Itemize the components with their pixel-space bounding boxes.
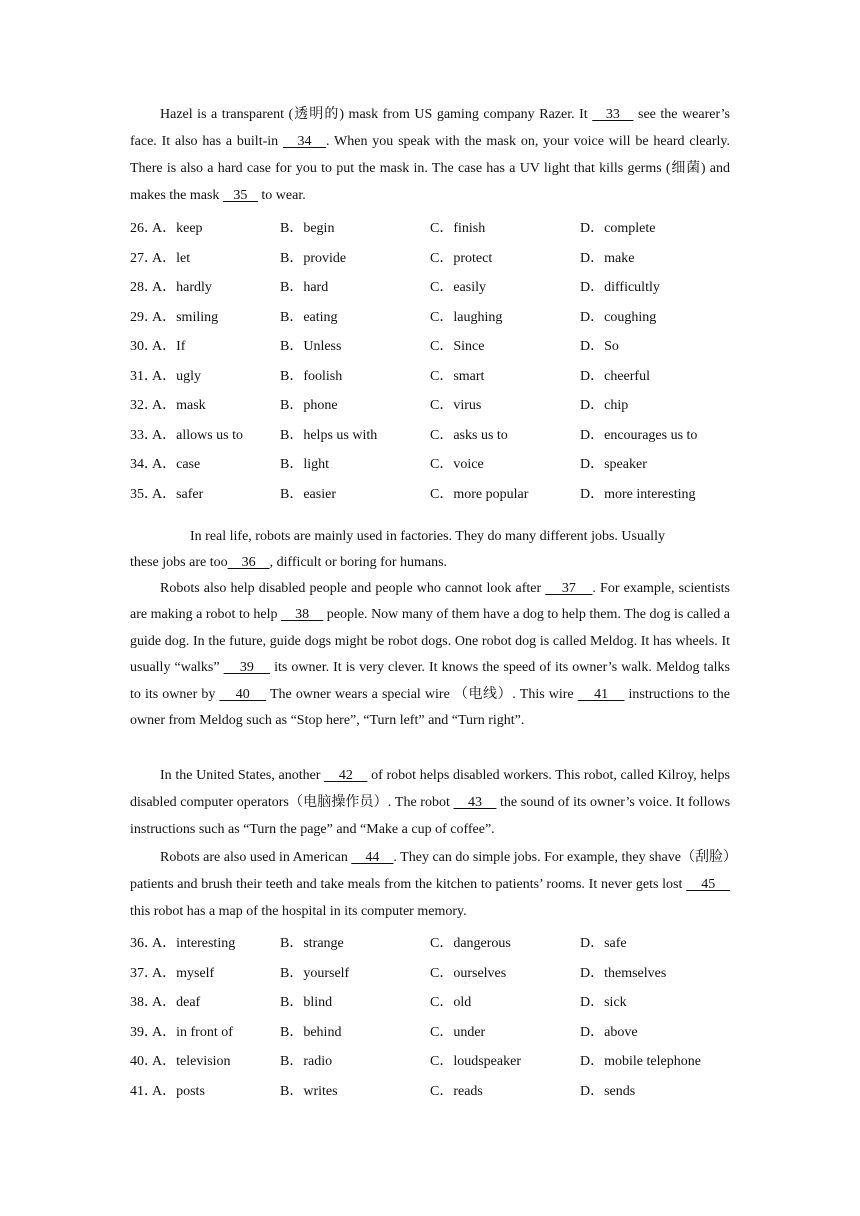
option-c: C．more popular [430,486,529,502]
question-number: 35． [130,486,158,502]
option-d: D．more interesting [580,486,696,502]
passage-text: the sound of its owner’s voice. It follows instructions such as “Turn the page” and “Make a cup of coffee”. [130,795,731,837]
passage-text: . For example, scientists are making a robot to help [130,581,731,623]
question-number: 33． [130,427,158,443]
question-row [130,932,750,962]
option-d: D．cheerful [580,368,650,384]
option-c: C．loudspeaker [430,1054,521,1069]
question-number: 34． [130,457,158,472]
passage-text: instructions to the owner from Meldog such as “Stop here”, “Turn left” and “Turn right”. [130,686,731,729]
option-d: D．complete [580,221,656,236]
blank-37: 37 [545,581,593,596]
question-number: 30． [130,339,158,354]
option-d: D．coughing [580,309,657,325]
option-d: D．encourages us to [580,427,698,443]
option-a: A．let [152,250,191,266]
passage-text: to wear. [257,188,306,203]
option-a: A．in front of [152,1024,233,1040]
option-b: B．helps us with [280,427,378,443]
option-b: B．light [280,457,330,472]
option-c: C．virus [430,398,482,413]
option-b: B．phone [280,398,338,413]
option-a: A．mask [152,398,206,413]
passage-text: , difficult or boring for humans. [269,555,448,570]
option-c: C．old [430,995,472,1010]
passage-text: these jobs are too [130,555,228,570]
option-d: D．chip [580,398,629,413]
question-row [130,394,750,424]
option-a: A．case [152,457,201,472]
option-d: D．difficultly [580,280,660,295]
option-a: A．keep [152,221,203,236]
passage-text: of robot helps disabled workers. This robot, called Kilroy, helps disabled computer operators（电脑操作员）. The robot [130,768,731,810]
option-d: D．speaker [580,457,647,472]
options-26-35 [130,217,750,512]
option-b: B．begin [280,221,335,236]
passage-robots-meldog [130,576,730,734]
option-b: B．eating [280,309,338,325]
option-a: A．ugly [152,368,201,384]
question-row [130,1050,750,1080]
blank-38: 38 [281,607,324,623]
options-36-41 [130,932,750,1109]
option-b: B．strange [280,936,344,951]
option-b: B．hard [280,280,329,295]
option-a: A．safer [152,486,204,502]
passage-robots-kilroy [130,762,730,843]
option-d: D．sends [580,1083,636,1099]
question-row [130,335,750,365]
blank-36: 36 [227,555,270,570]
question-number: 26． [130,221,158,236]
question-number: 37． [130,965,158,981]
option-a: A．hardly [152,280,212,295]
option-d: D．mobile telephone [580,1054,701,1069]
option-c: C．reads [430,1083,483,1099]
passage-text: this robot has a map of the hospital in its computer memory. [130,904,467,919]
question-row [130,424,750,454]
option-d: D．sick [580,995,627,1010]
option-a: A．allows us to [152,427,243,443]
option-a: A．smiling [152,309,219,325]
option-b: B．provide [280,250,347,266]
blank-42: 42 [324,768,368,783]
option-a: A．deaf [152,995,201,1010]
blank-44: 44 [351,850,394,865]
question-row [130,453,750,483]
question-row [130,962,750,992]
question-row [130,306,750,336]
option-a: A．posts [152,1083,205,1099]
option-c: C．voice [430,457,484,472]
option-d: D．themselves [580,965,667,981]
question-row [130,276,750,306]
option-d: D．make [580,250,635,266]
passage-text: Robots are also used in American [160,850,352,865]
blank-33: 33 [592,107,634,122]
passage-text: The owner wears a special wire （电线）. This wire [266,686,578,702]
question-number: 27． [130,250,158,266]
passage-text: Hazel is a transparent (透明的) mask from US gaming company Razer. It [160,107,593,122]
question-number: 40． [130,1054,158,1069]
option-b: B．yourself [280,965,350,981]
option-c: C．laughing [430,309,503,325]
passage-hazel-mask [130,101,730,209]
option-b: B．easier [280,486,336,502]
option-b: B．foolish [280,368,343,384]
question-number: 39． [130,1024,158,1040]
passage-text: see the wearer’s face. It also has a built-in [130,107,730,149]
option-c: C．dangerous [430,936,511,951]
option-c: C．asks us to [430,427,508,443]
question-number: 36． [130,936,158,951]
question-row [130,991,750,1021]
question-number: 41． [130,1083,158,1099]
option-a: A．myself [152,965,215,981]
question-number: 32． [130,398,158,413]
option-a: A．If [152,339,186,354]
blank-45: 45 [686,877,731,892]
option-c: C．smart [430,368,485,384]
option-b: B．writes [280,1083,338,1099]
option-d: D．safe [580,936,627,951]
passage-text: . When you speak with the mask on, your voice will be heard clearly. There is also a hard case for you to put the mask in. The case has a UV light that kills germs (细菌) and makes the mask [130,134,731,203]
passage-text: In the United States, another [160,768,325,783]
option-c: C．finish [430,221,486,236]
option-d: D．So [580,339,619,354]
option-b: B．radio [280,1054,333,1069]
passage-robots-intro-line1 [190,529,730,545]
question-row [130,1021,750,1051]
option-c: C．under [430,1024,486,1040]
blank-39: 39 [223,660,271,676]
question-row [130,365,750,395]
option-a: A．television [152,1054,231,1069]
option-d: D．above [580,1024,638,1040]
question-number: 31． [130,368,158,384]
passage-text: . They can do simple jobs. For example, they shave（刮脸）patients and brush their teeth and take meals from the kitchen to patients’ rooms. It never gets lost [130,850,730,892]
option-c: C．Since [430,339,485,354]
option-c: C．ourselves [430,965,507,981]
option-c: C．easily [430,280,486,295]
blank-34: 34 [282,134,326,149]
option-c: C．protect [430,250,493,266]
blank-35: 35 [222,188,258,203]
option-b: B．blind [280,995,333,1010]
passage-robots-intro-line2 [130,555,730,571]
passage-text: Robots also help disabled people and people who cannot look after [160,581,546,596]
passage-text: people. Now many of them have a dog to help them. The dog is called a guide dog. In the future, guide dogs might be robot dogs. One robot dog is called Meldog. It has wheels. It usually “walks” [130,607,731,676]
option-b: B．behind [280,1024,342,1040]
question-number: 29． [130,309,158,325]
passage-text: In real life, robots are mainly used in factories. They do many different jobs. Usually [190,529,665,544]
question-row [130,1080,750,1110]
question-row [130,217,750,247]
passage-robots-hospital [130,844,730,925]
passage-text: its owner. It is very clever. It knows the speed of its owner’s walk. Meldog talks to its owner by [130,660,731,702]
blank-43: 43 [453,795,497,810]
option-a: A．interesting [152,936,236,951]
blank-40: 40 [219,686,267,702]
question-row [130,247,750,277]
question-number: 38． [130,995,158,1010]
option-b: B．Unless [280,339,342,354]
question-number: 28． [130,280,158,295]
blank-41: 41 [577,686,625,702]
question-row [130,483,750,513]
